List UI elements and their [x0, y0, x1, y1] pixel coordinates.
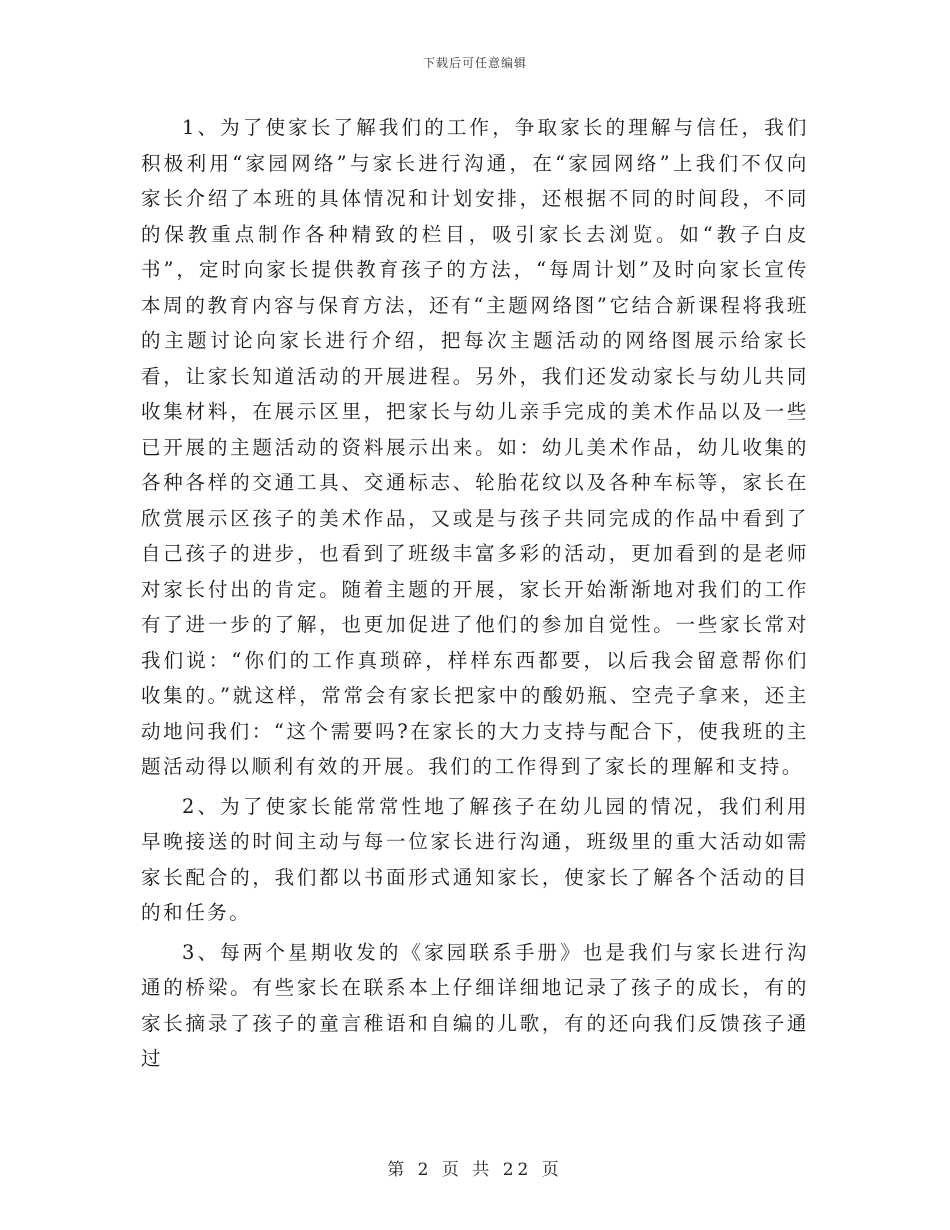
page-number-footer: 第 2 页 共 22 页	[387, 1160, 563, 1180]
paragraph-3: 3、每两个星期收发的《家园联系手册》也是我们与家长进行沟通的桥梁。有些家长在联系本上仔细详细地记录了孩子的成长，有的家长摘录了孩子的童言稚语和自编的儿歌，有的还向我们反馈孩子通过	[141, 940, 809, 1070]
header-note: 下载后可任意编辑	[422, 56, 527, 70]
paragraph-1: 1、为了使家长了解我们的工作，争取家长的理解与信任，我们积极利用“家园网络”与家长进行沟通，在“家园网络”上我们不仅向家长介绍了本班的具体情况和计划安排，还根据不同的时间段，不同的保教重点制作各种精致的栏目，吸引家长去浏览。如“教子白皮书”，定时向家长提供教育孩子的方法，“每周计划”及时向家长宣传本周的教育内容与保育方法，还有“主题网络图”它结合新课程将我班的主题讨论向家长进行介绍，把每次主题活动的网络图展示给家长看，让家长知道活动的开展进程。另外，我们还发动家长与幼儿共同收集材料，在展示区里，把家长与幼儿亲手完成的美术作品以及一些已开展的主题活动的资料展示出来。如：幼儿美术作品，幼儿收集的各种各样的交通工具、交通标志、轮胎花纹以及各种车标等，家长在欣赏展示区孩子的美术作品，又或是与孩子共同完成的作品中看到了自己孩子的进步，也看到了班级丰富多彩的活动，更加看到的是老师对家长付出的肯定。随着主题的开展，家长开始渐渐地对我们的工作有了进一步的了解，也更加促进了他们的参加自觉性。一些家长常对我们说：“你们的工作真琐碎，样样东西都要，以后我会留意帮你们收集的。”就这样，常常会有家长把家中的酸奶瓶、空壳子拿来，还主动地问我们：“这个需要吗?在家长的大力支持与配合下，使我班的主题活动得以顺利有效的开展。我们的工作得到了家长的理解和支持。	[141, 116, 809, 778]
paragraph-2: 2、为了使家长能常常性地了解孩子在幼儿园的情况，我们利用早晚接送的时间主动与每一位家长进行沟通，班级里的重大活动如需家长配合的，我们都以书面形式通知家长，使家长了解各个活动的目的和任务。	[141, 794, 809, 924]
document-body	[141, 110, 809, 1081]
